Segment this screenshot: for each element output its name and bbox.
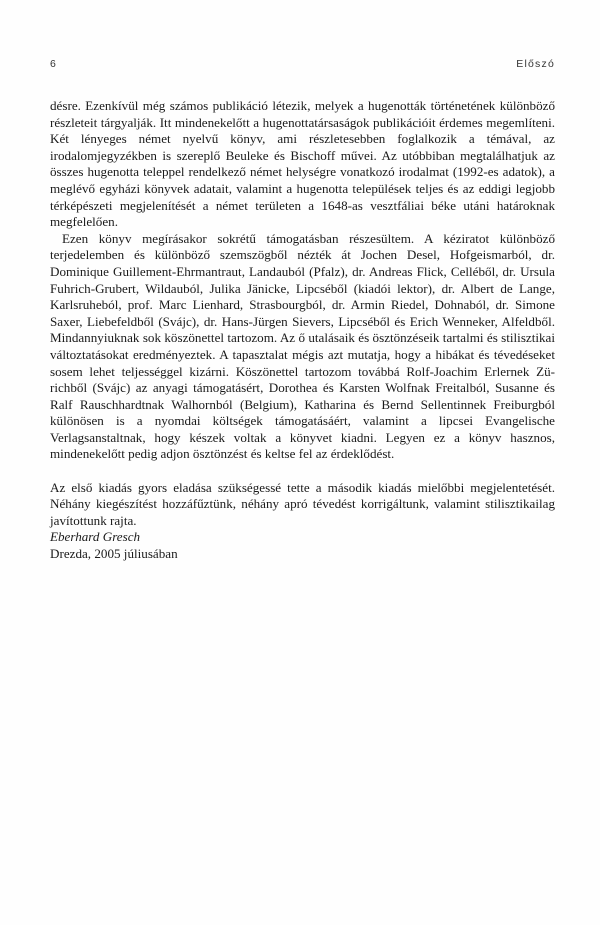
paragraph-second-edition: Az első kiadás gyors eladása szükségessé tette a második kiadás mielőbbi megjelentetését. Néhány kiegészítést hozzáfűztünk, néhány apró tévedést korrigáltunk, valamint stilisztikailag javítottunk rajta. xyxy=(50,479,555,528)
paragraph-acknowledgements: Ezen könyv megírásakor sokrétű támogatásban részesültem. A kéziratot különböző terjedelemben és különböző szemszögből nézték át Jochen Desel, Hofgeismarból, dr. Dominique Guillement-Ehrmantraut, Landauból (Pfalz), dr. Andreas Flick, Celléből, dr. Ursula Fuhrich-Grubert, Wildauból, Julika Jänicke, Lipcséből (kiadói lektor), dr. Albert de Lange, Karlsruheból, prof. Marc Lienhard, Strasbourgból, dr. Armin Riedel, Dohnaból, dr. Simone Saxer, Liebefeldből (Svájc), dr. Hans-Jürgen Sievers, Lipcséből és Erich Wenneker, Alfeldből. Mindannyiuknak sok köszönettel tartozom. Az ő utalásaik és ösztönzéseik tartalmi és stilisztikai változtatásokat eredményeztek. A tapasztalat mégis azt mutatja, hogy a hibákat és tévedéseket sosem lehet teljességgel kizárni. Köszönettel tartozom továbbá Rolf-Joachim Erlernek Zürichből (Svájc) az anyagi támogatásért, Dorothea és Karsten Wolfnak Freitalból, Susanne és Ralf Rauschhardtnak Walhornból (Belgium), Katharina és Bernd Sellentinnek Freiburgból különösen is a nyomdai költségek támogatásáért, valamint a lipcsei Evangelische Verlagsanstaltnak, hogy készek voltak a könyvet kiadni. Legyen ez a könyv hasznos, mindenekelőtt pedig adjon ösztönzést és keltse fel az érdeklődést. xyxy=(50,230,555,462)
page-number: 6 xyxy=(50,58,56,70)
page-header xyxy=(50,58,555,76)
body-text xyxy=(50,98,555,563)
place-and-date: Drezda, 2005 júliusában xyxy=(50,546,178,562)
running-title: Előszó xyxy=(516,58,555,70)
author-signature: Eberhard Gresch xyxy=(50,529,141,545)
paragraph-continuation: désre. Ezenkívül még számos publikáció létezik, melyek a hugenották történetének különböző részleteit tárgyalják. Itt mindenekelőtt a hugenottatársaságok publikációit érdemes megemlíteni. Két lényeges német nyelvű könyv, ami részletesebben foglalkozik a témával, az irodalomjegyzékben is szereplő Beuleke és Bischoff művei. Az utóbbiban megtalálhatjuk az összes hugenotta teleppel rendelkező német helységre vonatkozó irodalmat (1992-es adatok), a meglévő egyházi könyvek adatait, valamint a hugenotta települések teljes és az eddigi legjobb térképészeti megjelenítését a német területen a 1648-as vesztfáliai béke utáni határoknak megfelelően. xyxy=(50,98,555,230)
